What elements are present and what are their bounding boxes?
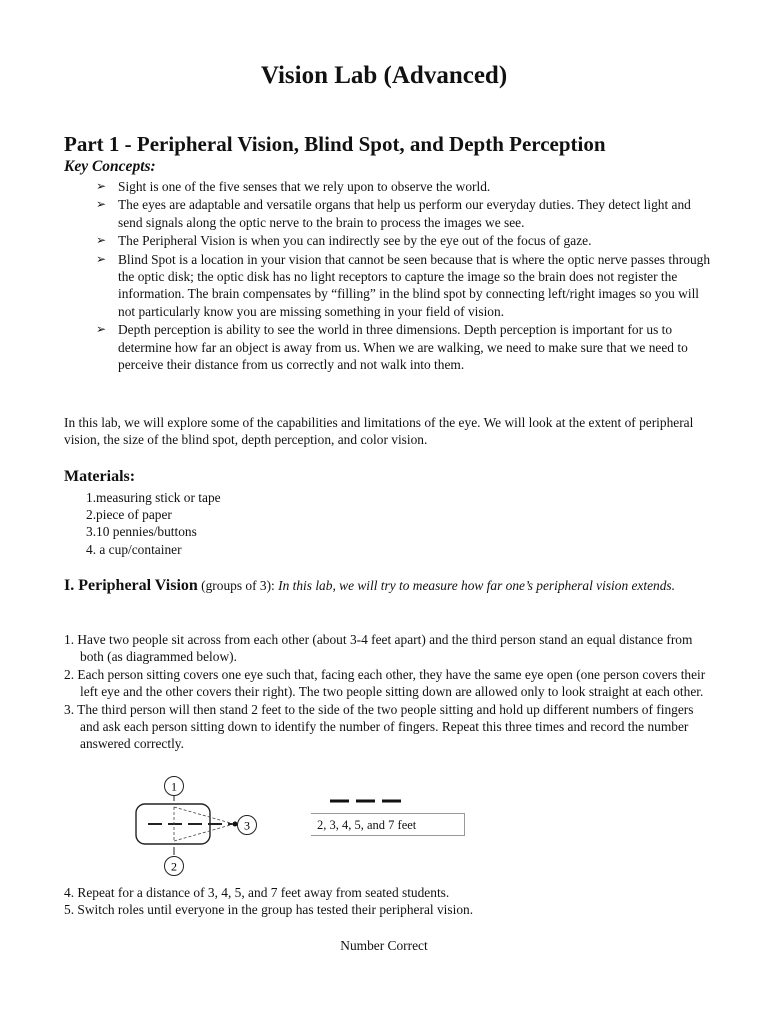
materials-heading: Materials: <box>64 468 136 485</box>
list-item: 4. Repeat for a distance of 3, 4, 5, and 7 feet away from seated students. <box>64 885 450 900</box>
person-1-label: 1 <box>171 779 177 794</box>
bullet-text: The eyes are adaptable and versatile organs that help us perform our everyday duties. They detect light and send signals along the optic nerve to the brain to process the images we see. <box>118 197 691 230</box>
list-item: 5. Switch roles until everyone in the group has tested their peripheral vision. <box>64 902 474 918</box>
list-item: 1.measuring stick or tape <box>86 490 221 505</box>
list-item: 1. Have two people sit across from each other (about 3-4 feet apart) and the third person stand an equal distance from both (as diagrammed below). <box>64 632 693 665</box>
list-item <box>96 178 716 195</box>
list-item: 3.10 pennies/buttons <box>86 524 197 540</box>
person-3-label: 3 <box>244 818 250 833</box>
list-item: 2. Each person sitting covers one eye such that, facing each other, they have the same eye open (one person covers their left eye and the other covers their right). The two people sitting down are allowed only to look straight at each other. <box>64 666 706 700</box>
list-item <box>96 251 716 321</box>
procedure-steps <box>64 631 714 753</box>
arrow-bullet-icon: ➢ <box>96 197 107 212</box>
bullet-text: Sight is one of the five senses that we rely upon to observe the world. <box>118 179 491 194</box>
section-intro: In this lab, we will try to measure how far one’s peripheral vision extends. <box>278 578 675 593</box>
number-correct-label: Number Correct <box>340 938 428 953</box>
section-heading <box>64 576 714 595</box>
bullet-text: The Peripheral Vision is when you can indirectly see by the eye out of the focus of gaze. <box>118 233 592 249</box>
bullet-text: Depth perception is ability to see the world in three dimensions. Depth perception is important for us to determine how far an object is away from us. When we are walking, we need to make sure that we need to perceive their distance from us correctly and not walk into them. <box>118 322 688 373</box>
sightline-top <box>174 807 234 824</box>
intro-paragraph: In this lab, we will explore some of the capabilities and limitations of the eye. We will look at the extent of peripheral vision, the size of the blind spot, depth perception, and color vision. <box>64 415 694 448</box>
list-item: 3. The third person will then stand 2 feet to the side of the two people sitting and hold up different numbers of fingers and ask each person sitting down to identify the number of fingers. Repeat this three times and record the number answered correctly. <box>64 701 694 752</box>
distance-dashes <box>330 796 410 806</box>
arrow-bullet-icon: ➢ <box>96 251 107 266</box>
key-concepts-label: Key Concepts: <box>64 158 156 175</box>
page-title: Vision Lab (Advanced) <box>260 62 508 89</box>
list-item <box>96 196 716 231</box>
list-item <box>96 321 716 373</box>
materials-list <box>86 489 221 558</box>
arrow-bullet-icon: ➢ <box>96 233 107 248</box>
list-item <box>96 232 716 249</box>
third-person-dot <box>233 822 238 827</box>
person-2-label: 2 <box>171 859 177 874</box>
arrow-bullet-icon: ➢ <box>96 322 107 337</box>
part-heading: Part 1 - Peripheral Vision, Blind Spot, and Depth Perception <box>64 132 606 156</box>
sightline-bottom <box>174 824 234 841</box>
list-item: 4. a cup/container <box>86 541 182 557</box>
seating-diagram <box>120 772 270 878</box>
arrow-bullet-icon: ➢ <box>96 179 107 193</box>
distance-label: 2, 3, 4, 5, and 7 feet <box>311 813 465 836</box>
section-groups: (groups of 3): <box>201 578 275 593</box>
list-item: 2.piece of paper <box>86 507 172 523</box>
bullet-text: Blind Spot is a location in your vision that cannot be seen because that is where the optic nerve passes through the optic disk; the optic disk has no light receptors to capture the image so the brain does not register the information. The brain compensates by “filling” in the blind spot by connecting left/right images so you will not particularly know you are missing something in your field of vision. <box>118 251 711 319</box>
section-title: I. Peripheral Vision <box>64 577 198 594</box>
key-concepts-list <box>96 178 716 374</box>
procedure-steps-continued <box>64 884 714 919</box>
